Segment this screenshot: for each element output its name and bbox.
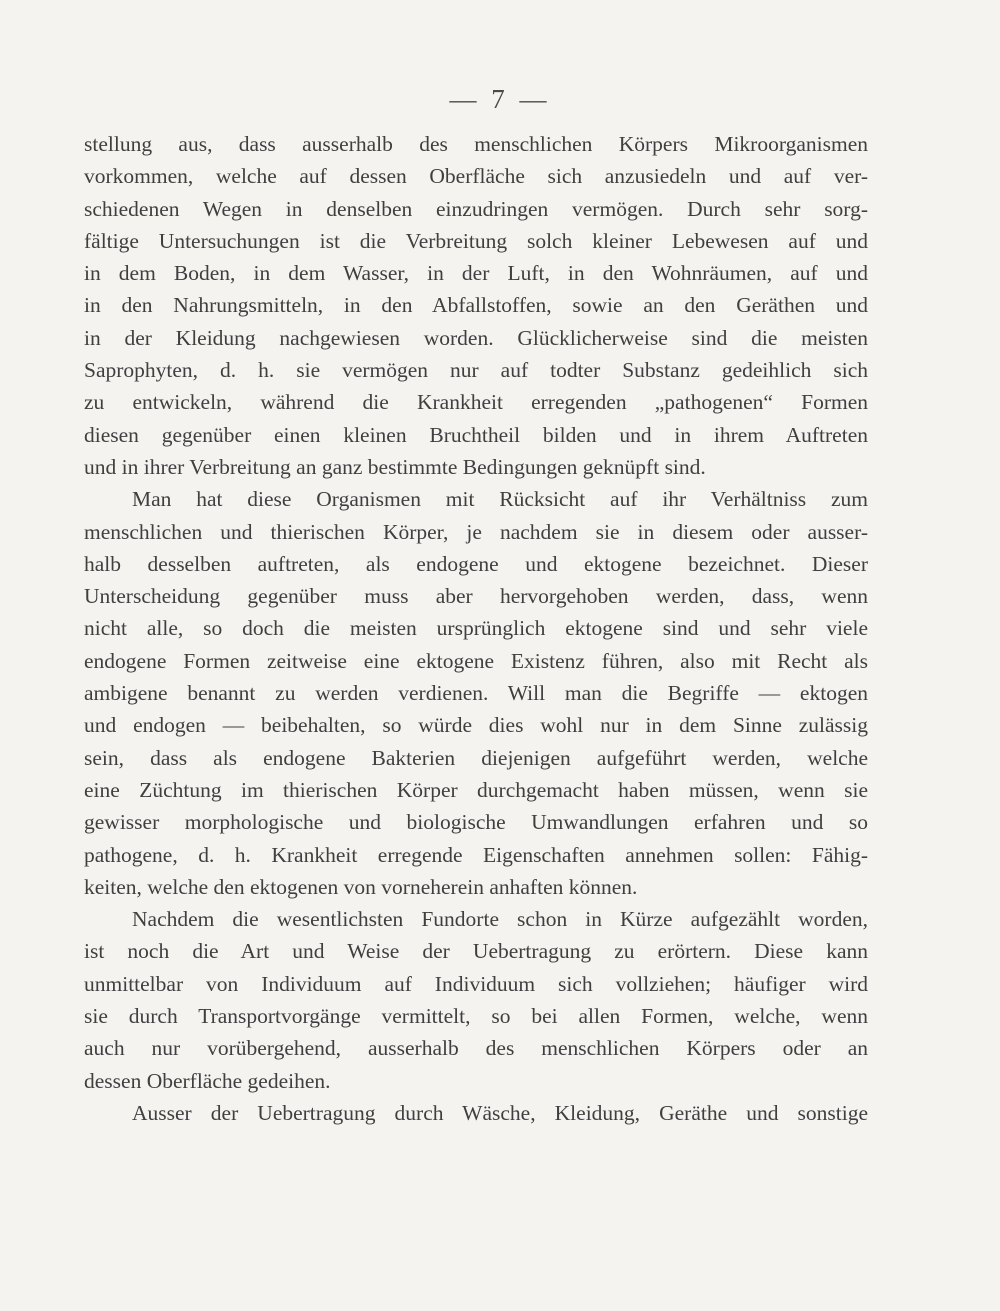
text-line: auch nur vorübergehend, ausserhalb des menschlichen Körpers oder an — [84, 1036, 868, 1061]
text-line: in der Kleidung nachgewiesen worden. Glücklicherweise sind die meisten — [84, 325, 868, 350]
text-line: Ausser der Uebertragung durch Wäsche, Kleidung, Geräthe und sonstige — [132, 1100, 868, 1125]
text-line: menschlichen und thierischen Körper, je nachdem sie in diesem oder ausser- — [84, 519, 868, 544]
text-line: fältige Untersuchungen ist die Verbreitung solch kleiner Lebewesen auf und — [84, 228, 868, 253]
text-line: zu entwickeln, während die Krankheit erregenden „pathogenen“ Formen — [84, 390, 868, 415]
text-line: ambigene benannt zu werden verdienen. Will man die Begriffe — ektogen — [84, 681, 868, 706]
text-line: stellung aus, dass ausserhalb des menschlichen Körpers Mikroorganismen — [84, 132, 868, 156]
text-line: in dem Boden, in dem Wasser, in der Luft, in den Wohnräumen, auf und — [84, 261, 868, 286]
text-line: sein, dass als endogene Bakterien diejenigen aufgeführt werden, welche — [84, 745, 868, 770]
text-line: Nachdem die wesentlichsten Fundorte schon in Kürze aufgezählt worden, — [132, 907, 868, 932]
text-line: und in ihrer Verbreitung an ganz bestimmte Bedingungen geknüpft sind. — [84, 454, 706, 479]
text-line: keiten, welche den ektogenen von vorneherein anhaften können. — [84, 874, 638, 899]
text-line: pathogene, d. h. Krankheit erregende Eigenschaften annehmen sollen: Fähig- — [84, 842, 868, 867]
text-line: sie durch Transportvorgänge vermittelt, so bei allen Formen, welche, wenn — [84, 1004, 868, 1029]
text-line: Unterscheidung gegenüber muss aber hervorgehoben werden, dass, wenn — [84, 584, 868, 609]
page-number: — 7 — — [449, 84, 551, 114]
text-line: diesen gegenüber einen kleinen Bruchtheil bilden und in ihrem Auftreten — [84, 422, 868, 447]
text-line: gewisser morphologische und biologische Umwandlungen erfahren und so — [84, 810, 868, 835]
text-line: eine Züchtung im thierischen Körper durchgemacht haben müssen, wenn sie — [84, 777, 868, 802]
text-line: vorkommen, welche auf dessen Oberfläche sich anzusiedeln und auf ver- — [84, 164, 868, 189]
text-line: unmittelbar von Individuum auf Individuum sich vollziehen; häufiger wird — [84, 971, 868, 996]
text-line: Saprophyten, d. h. sie vermögen nur auf todter Substanz gedeihlich sich — [84, 358, 868, 383]
text-line: Man hat diese Organismen mit Rücksicht auf ihr Verhältniss zum — [132, 487, 868, 512]
body-text — [84, 128, 868, 1129]
text-line: schiedenen Wegen in denselben einzudringen vermögen. Durch sehr sorg- — [84, 196, 868, 221]
text-line: halb desselben auftreten, als endogene und ektogene bezeichnet. Dieser — [84, 551, 868, 576]
text-line: in den Nahrungsmitteln, in den Abfallstoffen, sowie an den Geräthen und — [84, 293, 868, 318]
text-line: und endogen — beibehalten, so würde dies wohl nur in dem Sinne zulässig — [84, 713, 868, 738]
text-line: ist noch die Art und Weise der Uebertragung zu erörtern. Diese kann — [84, 939, 868, 964]
text-line: dessen Oberfläche gedeihen. — [84, 1068, 331, 1093]
text-line: endogene Formen zeitweise eine ektogene Existenz führen, also mit Recht als — [84, 648, 868, 673]
text-line: nicht alle, so doch die meisten ursprünglich ektogene sind und sehr viele — [84, 616, 868, 641]
